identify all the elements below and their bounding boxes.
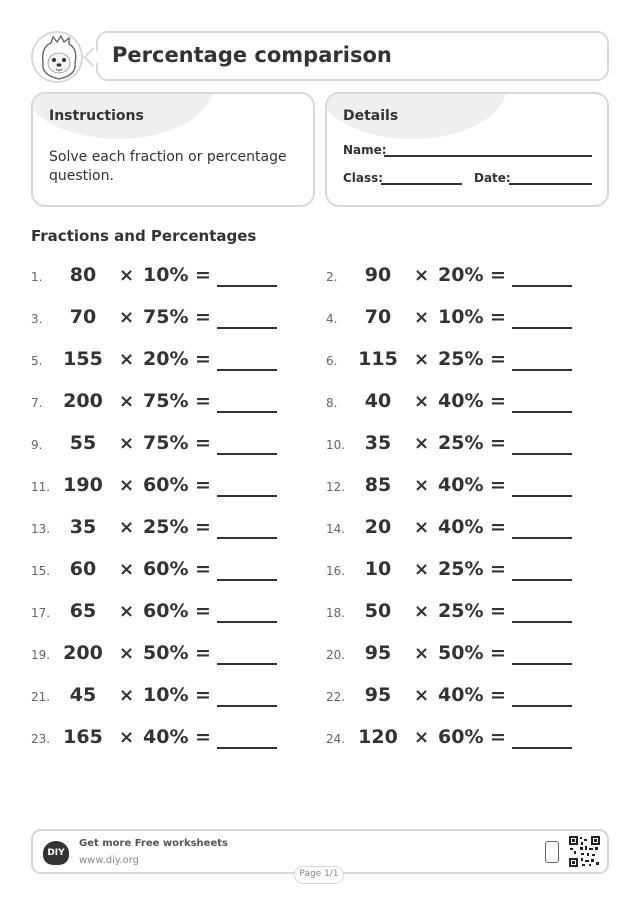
operand-a: 115 bbox=[358, 348, 398, 370]
problem-item bbox=[326, 388, 616, 418]
problem-number: 21. bbox=[31, 690, 51, 704]
answer-blank[interactable] bbox=[217, 621, 277, 623]
answer-blank[interactable] bbox=[217, 369, 277, 371]
operand-b: 60% bbox=[143, 600, 189, 622]
multiply-sign: × bbox=[119, 475, 135, 496]
operand-b: 20% bbox=[438, 264, 484, 286]
equals-sign: = bbox=[490, 516, 506, 538]
answer-blank[interactable] bbox=[217, 495, 277, 497]
operand-a: 90 bbox=[364, 264, 392, 286]
multiply-sign: × bbox=[119, 265, 135, 286]
operand-a: 10 bbox=[364, 558, 392, 580]
operand-b: 40% bbox=[438, 390, 484, 412]
problem-item bbox=[326, 346, 616, 376]
equals-sign: = bbox=[195, 684, 211, 706]
name-field[interactable] bbox=[384, 155, 592, 157]
equals-sign: = bbox=[490, 600, 506, 622]
multiply-sign: × bbox=[119, 349, 135, 370]
problem-item bbox=[326, 682, 616, 712]
operand-a: 165 bbox=[63, 726, 103, 748]
problem-item bbox=[326, 472, 616, 502]
date-field[interactable] bbox=[509, 183, 592, 185]
equals-sign: = bbox=[195, 306, 211, 328]
operand-a: 70 bbox=[69, 306, 97, 328]
problem-item bbox=[31, 598, 321, 628]
operand-b: 60% bbox=[143, 558, 189, 580]
multiply-sign: × bbox=[414, 307, 430, 328]
date-label: Date: bbox=[474, 171, 511, 185]
class-label: Class: bbox=[343, 171, 384, 185]
problem-number: 13. bbox=[31, 522, 51, 536]
problem-number: 2. bbox=[326, 270, 338, 284]
problem-number: 5. bbox=[31, 354, 43, 368]
operand-a: 85 bbox=[364, 474, 392, 496]
operand-a: 120 bbox=[358, 726, 398, 748]
problem-number: 22. bbox=[326, 690, 346, 704]
answer-blank[interactable] bbox=[512, 285, 572, 287]
operand-a: 45 bbox=[69, 684, 97, 706]
multiply-sign: × bbox=[119, 601, 135, 622]
equals-sign: = bbox=[490, 432, 506, 454]
diy-logo[interactable]: DIY bbox=[43, 841, 69, 865]
problem-number: 3. bbox=[31, 312, 43, 326]
operand-a: 65 bbox=[69, 600, 97, 622]
answer-blank[interactable] bbox=[217, 453, 277, 455]
multiply-sign: × bbox=[414, 391, 430, 412]
answer-blank[interactable] bbox=[512, 579, 572, 581]
problem-number: 8. bbox=[326, 396, 338, 410]
problem-number: 23. bbox=[31, 732, 51, 746]
equals-sign: = bbox=[490, 642, 506, 664]
problem-number: 6. bbox=[326, 354, 338, 368]
equals-sign: = bbox=[490, 348, 506, 370]
problem-number: 17. bbox=[31, 606, 51, 620]
answer-blank[interactable] bbox=[217, 663, 277, 665]
multiply-sign: × bbox=[414, 349, 430, 370]
answer-blank[interactable] bbox=[512, 327, 572, 329]
equals-sign: = bbox=[490, 726, 506, 748]
operand-a: 70 bbox=[364, 306, 392, 328]
answer-blank[interactable] bbox=[512, 495, 572, 497]
multiply-sign: × bbox=[414, 601, 430, 622]
operand-a: 190 bbox=[63, 474, 103, 496]
multiply-sign: × bbox=[414, 475, 430, 496]
operand-a: 80 bbox=[69, 264, 97, 286]
operand-b: 20% bbox=[143, 348, 189, 370]
details-heading: Details bbox=[343, 108, 399, 124]
instructions-text: Solve each fraction or percentage question. bbox=[49, 149, 287, 184]
multiply-sign: × bbox=[119, 391, 135, 412]
answer-blank[interactable] bbox=[217, 327, 277, 329]
operand-b: 75% bbox=[143, 432, 189, 454]
phone-icon bbox=[545, 841, 559, 863]
multiply-sign: × bbox=[119, 307, 135, 328]
problem-item bbox=[31, 724, 321, 754]
operand-a: 35 bbox=[69, 516, 97, 538]
operand-b: 40% bbox=[438, 516, 484, 538]
answer-blank[interactable] bbox=[512, 663, 572, 665]
operand-a: 20 bbox=[364, 516, 392, 538]
operand-b: 75% bbox=[143, 390, 189, 412]
operand-a: 40 bbox=[364, 390, 392, 412]
equals-sign: = bbox=[490, 264, 506, 286]
operand-b: 25% bbox=[438, 348, 484, 370]
answer-blank[interactable] bbox=[512, 369, 572, 371]
problem-item bbox=[31, 430, 321, 460]
problem-item bbox=[31, 682, 321, 712]
problem-number: 10. bbox=[326, 438, 346, 452]
operand-a: 60 bbox=[69, 558, 97, 580]
problem-item bbox=[31, 304, 321, 334]
operand-b: 10% bbox=[143, 684, 189, 706]
problem-item bbox=[326, 598, 616, 628]
multiply-sign: × bbox=[414, 685, 430, 706]
multiply-sign: × bbox=[414, 727, 430, 748]
equals-sign: = bbox=[195, 600, 211, 622]
footer-url-link[interactable]: www.diy.org bbox=[79, 855, 139, 866]
problem-number: 11. bbox=[31, 480, 51, 494]
operand-b: 10% bbox=[438, 306, 484, 328]
problem-item bbox=[326, 514, 616, 544]
multiply-sign: × bbox=[414, 517, 430, 538]
problem-item bbox=[31, 514, 321, 544]
page-indicator: Page 1/1 bbox=[294, 866, 344, 884]
page-title: Percentage comparison bbox=[112, 43, 392, 67]
equals-sign: = bbox=[195, 432, 211, 454]
multiply-sign: × bbox=[414, 559, 430, 580]
multiply-sign: × bbox=[414, 265, 430, 286]
problem-item bbox=[31, 388, 321, 418]
problem-item bbox=[31, 346, 321, 376]
multiply-sign: × bbox=[119, 727, 135, 748]
operand-a: 95 bbox=[364, 684, 392, 706]
operand-b: 25% bbox=[438, 558, 484, 580]
equals-sign: = bbox=[490, 558, 506, 580]
operand-b: 60% bbox=[143, 474, 189, 496]
problem-number: 24. bbox=[326, 732, 346, 746]
operand-b: 25% bbox=[438, 600, 484, 622]
answer-blank[interactable] bbox=[512, 537, 572, 539]
answer-blank[interactable] bbox=[512, 747, 572, 749]
equals-sign: = bbox=[195, 390, 211, 412]
multiply-sign: × bbox=[414, 643, 430, 664]
title-box bbox=[96, 31, 609, 81]
operand-a: 200 bbox=[63, 390, 103, 412]
instructions-card bbox=[31, 92, 315, 207]
problem-number: 1. bbox=[31, 270, 43, 284]
operand-a: 155 bbox=[63, 348, 103, 370]
multiply-sign: × bbox=[119, 517, 135, 538]
multiply-sign: × bbox=[119, 559, 135, 580]
multiply-sign: × bbox=[414, 433, 430, 454]
operand-a: 55 bbox=[69, 432, 97, 454]
answer-blank[interactable] bbox=[512, 705, 572, 707]
operand-a: 35 bbox=[364, 432, 392, 454]
operand-b: 50% bbox=[143, 642, 189, 664]
qr-code-icon[interactable] bbox=[569, 836, 600, 867]
problem-number: 18. bbox=[326, 606, 346, 620]
problem-item bbox=[326, 724, 616, 754]
answer-blank[interactable] bbox=[217, 705, 277, 707]
equals-sign: = bbox=[195, 516, 211, 538]
problem-number: 4. bbox=[326, 312, 338, 326]
equals-sign: = bbox=[490, 306, 506, 328]
details-card bbox=[325, 92, 609, 207]
operand-b: 50% bbox=[438, 642, 484, 664]
problem-item bbox=[326, 430, 616, 460]
equals-sign: = bbox=[195, 264, 211, 286]
instructions-heading: Instructions bbox=[49, 108, 144, 124]
problem-number: 12. bbox=[326, 480, 346, 494]
equals-sign: = bbox=[195, 642, 211, 664]
operand-b: 10% bbox=[143, 264, 189, 286]
operand-a: 50 bbox=[364, 600, 392, 622]
problem-number: 16. bbox=[326, 564, 346, 578]
problem-number: 7. bbox=[31, 396, 43, 410]
operand-a: 95 bbox=[364, 642, 392, 664]
problem-item bbox=[326, 262, 616, 292]
problem-item bbox=[326, 556, 616, 586]
answer-blank[interactable] bbox=[512, 621, 572, 623]
operand-b: 40% bbox=[438, 474, 484, 496]
problem-number: 9. bbox=[31, 438, 43, 452]
operand-b: 25% bbox=[143, 516, 189, 538]
problem-item bbox=[31, 556, 321, 586]
problem-number: 20. bbox=[326, 648, 346, 662]
answer-blank[interactable] bbox=[217, 411, 277, 413]
footer-promo-text: Get more Free worksheets bbox=[79, 838, 228, 849]
multiply-sign: × bbox=[119, 643, 135, 664]
operand-b: 40% bbox=[438, 684, 484, 706]
equals-sign: = bbox=[195, 474, 211, 496]
problem-number: 19. bbox=[31, 648, 51, 662]
problem-number: 15. bbox=[31, 564, 51, 578]
name-label: Name: bbox=[343, 143, 387, 157]
operand-b: 40% bbox=[143, 726, 189, 748]
operand-b: 60% bbox=[438, 726, 484, 748]
answer-blank[interactable] bbox=[512, 411, 572, 413]
answer-blank[interactable] bbox=[512, 453, 572, 455]
answer-blank[interactable] bbox=[217, 285, 277, 287]
multiply-sign: × bbox=[119, 433, 135, 454]
multiply-sign: × bbox=[119, 685, 135, 706]
answer-blank[interactable] bbox=[217, 579, 277, 581]
section-title: Fractions and Percentages bbox=[31, 227, 257, 245]
equals-sign: = bbox=[195, 348, 211, 370]
problem-item bbox=[326, 640, 616, 670]
problem-item bbox=[31, 640, 321, 670]
answer-blank[interactable] bbox=[217, 537, 277, 539]
problem-item bbox=[31, 472, 321, 502]
problem-number: 14. bbox=[326, 522, 346, 536]
problem-item bbox=[31, 262, 321, 292]
answer-blank[interactable] bbox=[217, 747, 277, 749]
operand-b: 25% bbox=[438, 432, 484, 454]
equals-sign: = bbox=[195, 558, 211, 580]
mascot-face-icon bbox=[31, 31, 83, 83]
operand-b: 75% bbox=[143, 306, 189, 328]
equals-sign: = bbox=[490, 390, 506, 412]
operand-a: 200 bbox=[63, 642, 103, 664]
equals-sign: = bbox=[490, 684, 506, 706]
equals-sign: = bbox=[195, 726, 211, 748]
equals-sign: = bbox=[490, 474, 506, 496]
problem-item bbox=[326, 304, 616, 334]
class-field[interactable] bbox=[381, 183, 462, 185]
